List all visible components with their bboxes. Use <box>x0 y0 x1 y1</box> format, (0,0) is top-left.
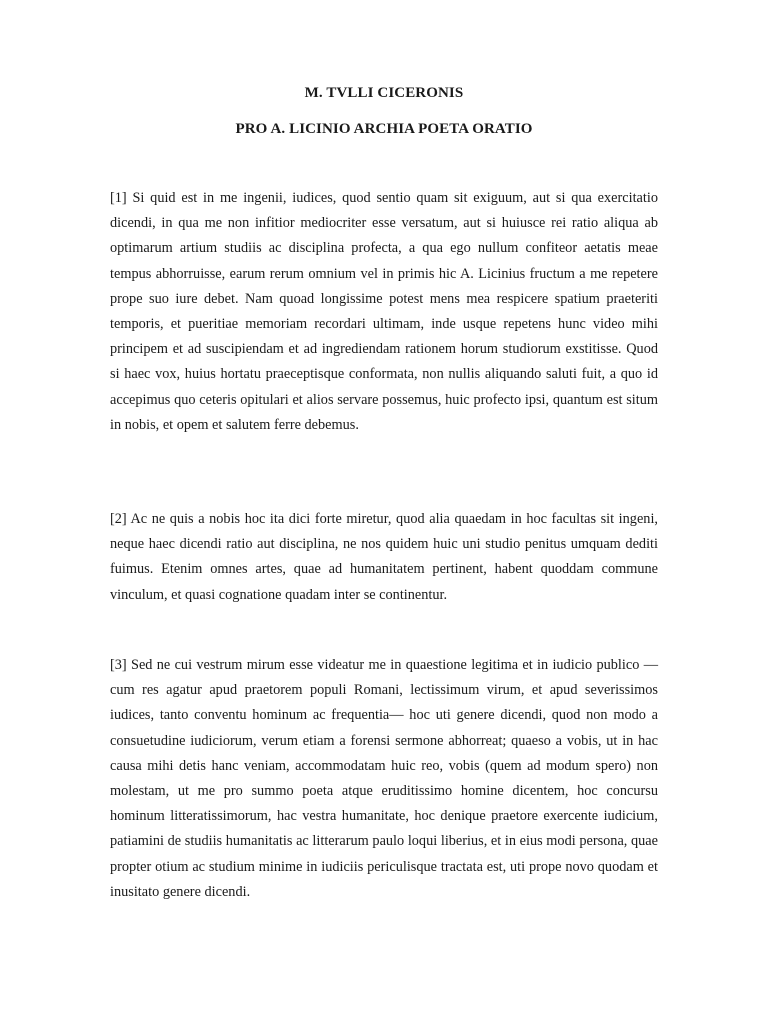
paragraph-2: [2] Ac ne quis a nobis hoc ita dici forte miretur, quod alia quaedam in hoc facultas sit ingeni, neque haec dicendi ratio aut disciplina, ne nos quidem huic uni studio penitus umquam dediti fuimus. Etenim omnes artes, quae ad humanitatem pertinent, habent quoddam commune vinculum, et quasi cognatione quadam inter se continentur. <box>110 511 658 603</box>
document-title: M. TVLLI CICERONIS <box>304 85 464 101</box>
paragraph-1: [1] Si quid est in me ingenii, iudices, quod sentio quam sit exiguum, aut si qua exercitatio dicendi, in qua me non infitior mediocriter esse versatum, aut si huiusce rei ratio aliqua ab optimarum artium studiis ac disciplina profecta, a qua ego nullum confiteor aetatis meae tempus abhorruisse, earum rerum omnium vel in primis hic A. Licinius fructum a me repetere prope suo iure debet. Nam quoad longissime potest mens mea respicere spatium praeteriti temporis, et pueritiae memoriam recordari ultimam, inde usque repetens hunc video mihi principem et ad suscipiendam et ad ingrediendam rationem horum studiorum exstitisse. Quod si haec vox, huius hortatu praeceptisque conformata, non nullis aliquando saluti fuit, a quo id accepimus quo ceteris opitulari et alios servare possemus, huic profecto ipsi, quantum est situm in nobis, et opem et salutem ferre debemus. <box>110 190 658 433</box>
document-subtitle: PRO A. LICINIO ARCHIA POETA ORATIO <box>235 121 533 137</box>
paragraph-3: [3] Sed ne cui vestrum mirum esse videatur me in quaestione legitima et in iudicio publico —cum res agatur apud praetorem populi Romani, lectissimum virum, et apud severissimos iudices, tanto conventu hominum ac frequentia— hoc uti genere dicendi, quod non modo a consuetudine iudiciorum, verum etiam a forensi sermone abhorreat; quaeso a vobis, ut in hac causa mihi detis hanc veniam, accommodatam huic reo, vobis (quem ad modum spero) non molestam, ut me pro summo poeta atque eruditissimo homine dicentem, hoc concursu hominum litteratissimorum, hac vestra humanitate, hoc denique praetore exercente iudicium, patiamini de studiis humanitatis ac litterarum paulo loqui liberius, et in eius modi persona, quae propter otium ac studium minime in iudiciis periculisque tractata est, uti prope novo quodam et inusitato genere dicendi. <box>110 657 658 900</box>
